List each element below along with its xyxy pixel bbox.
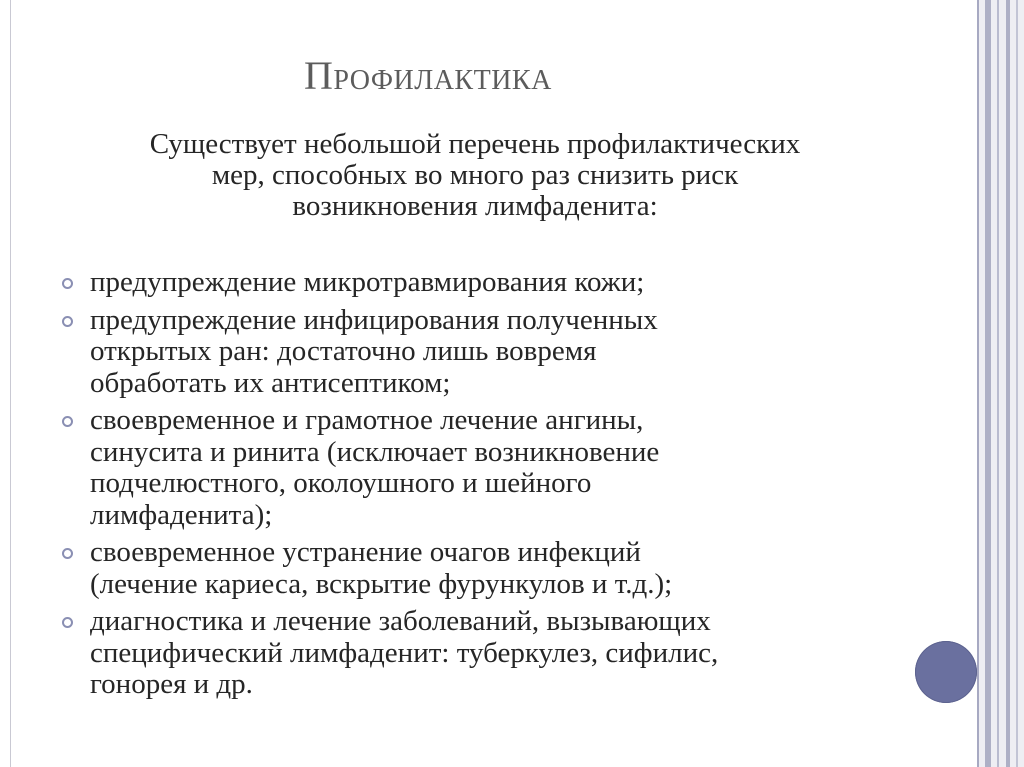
bullet-line: (лечение кариеса, вскрытие фурункулов и т.д.);	[90, 567, 673, 600]
bullet-line: открытых ран: достаточно лишь вовремя	[90, 335, 597, 367]
bullet-line: специфический лимфаденит: туберкулез, сифилис,	[90, 636, 719, 669]
right-border-stripe	[1016, 0, 1018, 767]
intro-line: мер, способных во много раз снизить риск	[211, 159, 739, 191]
bullet-line: обработать их антисептиком;	[90, 366, 451, 399]
bullet-line: лимфаденита);	[90, 498, 273, 531]
bullet-list	[62, 267, 942, 707]
bullet-line: подчелюстного, околоушного и шейного	[90, 467, 592, 499]
intro-line: Существует небольшой перечень профилактических	[149, 128, 801, 160]
bullet-line: своевременное устранение очагов инфекций	[90, 536, 641, 568]
bullet-item	[62, 606, 942, 701]
bullet-line: диагностика и лечение заболеваний, вызывающих	[90, 605, 711, 637]
bullet-circle-icon	[62, 316, 73, 327]
right-border-stripe	[977, 0, 979, 767]
bullet-line: предупреждение микротравмирования кожи;	[90, 266, 645, 298]
bullet-circle-icon	[62, 278, 73, 289]
bullet-line: своевременное и грамотное лечение ангины,	[90, 404, 644, 436]
intro-paragraph	[50, 129, 900, 222]
bullet-circle-icon	[62, 617, 73, 628]
right-border-stripe	[985, 0, 991, 767]
bullet-circle-icon	[62, 416, 73, 427]
bullet-item	[62, 267, 942, 299]
decorative-circle-icon	[915, 641, 977, 703]
intro-line: возникновения лимфаденита:	[292, 190, 658, 222]
bullet-line: предупреждение инфицирования полученных	[90, 303, 658, 336]
left-border-line	[10, 0, 11, 767]
bullet-item	[62, 537, 942, 600]
bullet-circle-icon	[62, 548, 73, 559]
bullet-item	[62, 405, 942, 531]
bullet-item	[62, 305, 942, 400]
slide-title: Профилактика	[304, 53, 552, 98]
bullet-line: гонорея и др.	[90, 668, 253, 700]
right-border-stripe	[997, 0, 999, 767]
right-border-stripe	[1006, 0, 1010, 767]
bullet-line: синусита и ринита (исключает возникновение	[90, 435, 660, 468]
